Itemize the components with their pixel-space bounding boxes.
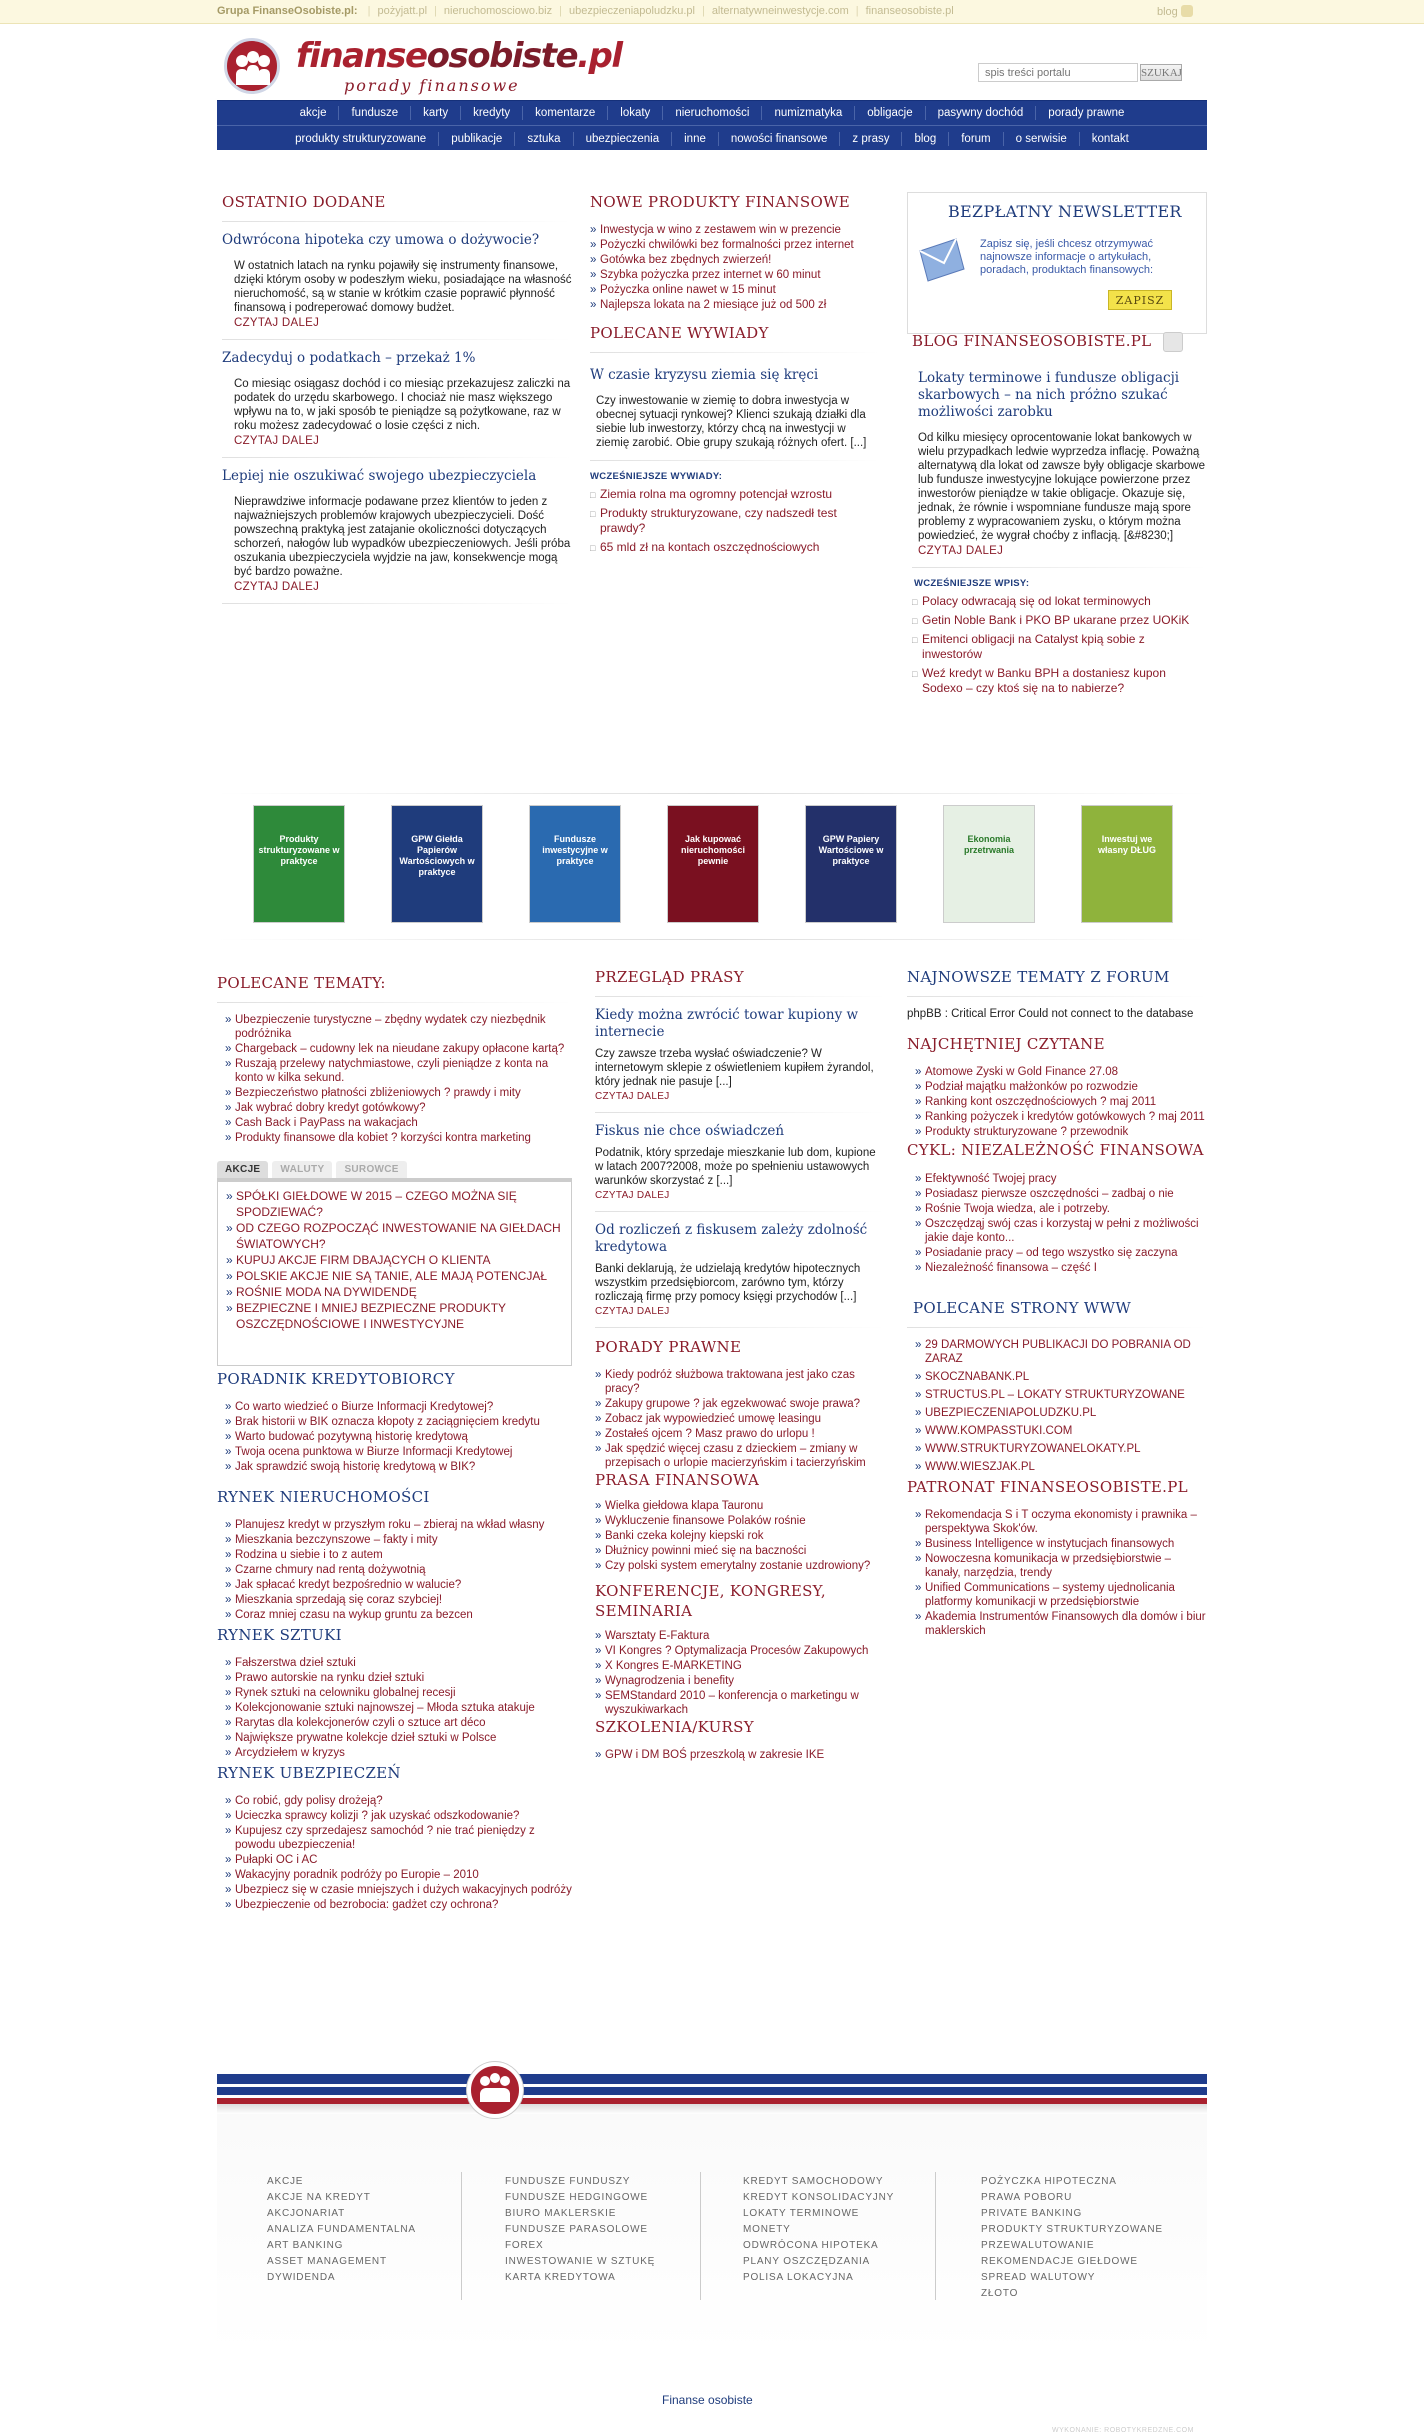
art-market-heading: RYNEK SZTUKI — [217, 1626, 342, 1644]
footer-link[interactable]: PLANY OSZCZĘDZANIA — [743, 2256, 871, 2267]
series-link[interactable]: » Oszczędząj swój czas i korzystaj w pełni z możliwości jakie daje konto... — [915, 1217, 1207, 1245]
footer-link[interactable]: BIURO MAKLERSKIE — [505, 2208, 617, 2219]
topics-heading: POLECANE TEMATY: — [217, 974, 386, 992]
book-title: Inwestuj we własny DŁUG — [1097, 834, 1156, 855]
footer-link[interactable]: INWESTOWANIE W SZTUKĘ — [505, 2256, 656, 2267]
copyright: Finanse osobiste — [662, 2393, 753, 2407]
book-cover[interactable] — [253, 805, 345, 923]
footer-logo-icon — [467, 2062, 523, 2118]
credit-guide-link[interactable]: » Co warto wiedzieć o Biurze Informacji Kredytowej? — [225, 1400, 572, 1414]
footer-link[interactable]: AKCJONARIAT — [267, 2208, 346, 2219]
footer-link[interactable]: ODWRÓCONA HIPOTEKA — [743, 2240, 879, 2251]
topics-list — [217, 1013, 572, 1145]
footer-link[interactable]: ZŁOTO — [981, 2288, 1019, 2299]
divider — [222, 221, 572, 222]
nav-item[interactable]: blog — [902, 132, 949, 146]
website-link[interactable]: » UBEZPIECZENIAPOLUDZKU.PL — [915, 1406, 1207, 1420]
insurance-link[interactable]: » Pułapki OC i AC — [225, 1853, 572, 1867]
article-title[interactable]: Lepiej nie oszukiwać swojego ubezpieczyciela — [222, 468, 537, 484]
footer-column-4 — [981, 2174, 1163, 2302]
lower-right-column — [907, 968, 1207, 1639]
divider — [590, 352, 880, 353]
book-title: GPW Giełda Papierów Wartościowych w praktyce — [399, 834, 475, 877]
series-link[interactable]: » Rośnie Twoja wiedza, ale i potrzeby. — [915, 1202, 1207, 1216]
footer-link[interactable]: PRIVATE BANKING — [981, 2208, 1083, 2219]
product-link[interactable]: » Gotówka bez zbędnych zwierzeń! — [590, 253, 880, 267]
most-read-link[interactable]: » Atomowe Zyski w Gold Finance 27.08 — [915, 1065, 1207, 1079]
art-market-list — [217, 1656, 572, 1760]
nav-item[interactable]: publikacje — [439, 132, 515, 146]
art-market-link[interactable]: » Rynek sztuki na celowniku globalnej recesji — [225, 1686, 572, 1700]
book-cover[interactable] — [391, 805, 483, 923]
recent-articles — [222, 232, 572, 604]
series-link[interactable]: » Posiadasz pierwsze oszczędności – zadbaj o nie — [915, 1187, 1207, 1201]
series-heading: CYKL: NIEZALEŻNOŚĆ FINANSOWA — [907, 1141, 1204, 1159]
blog-post-link[interactable]: □ Emitenci obligacji na Catalyst kpią sobie z inwestorów — [912, 632, 1207, 662]
separator: | — [701, 5, 705, 17]
most-read-link[interactable]: » Podział majątku małżonków po rozwodzie — [915, 1080, 1207, 1094]
credit-guide-link[interactable]: » Warto budować pozytywną historię kredytową — [225, 1430, 572, 1444]
footer-link[interactable]: LOKATY TERMINOWE — [743, 2208, 860, 2219]
market-tab[interactable]: AKCJE — [217, 1161, 268, 1178]
group-site-link[interactable]: alternatywneinwestycje.com — [711, 5, 849, 17]
logo-people-icon — [224, 38, 280, 94]
footer-link[interactable]: AKCJE NA KREDYT — [267, 2192, 371, 2203]
nav-item[interactable]: o serwisie — [1004, 132, 1080, 146]
conference-link[interactable]: » SEMStandard 2010 – konferencja o marketingu w wyszukiwarkach — [595, 1689, 885, 1717]
finance-press-heading: PRASA FINANSOWA — [595, 1471, 760, 1489]
search-button[interactable]: SZUKAJ — [1140, 64, 1182, 81]
legal-list — [595, 1368, 885, 1470]
article-title[interactable]: Fiskus nie chce oświadczeń — [595, 1123, 785, 1139]
real-estate-link[interactable]: » Planujesz kredyt w przyszłym roku – zbieraj na wkład własny — [225, 1518, 572, 1532]
separator: | — [434, 5, 437, 17]
real-estate-link[interactable]: » Rodzina u siebie i to z autem — [225, 1548, 572, 1562]
article-title[interactable]: Od rozliczeń z fiskusem zależy zdolność kredytowa — [595, 1222, 868, 1255]
blog-post-link[interactable]: □ Weź kredyt w Banku BPH a dostaniesz kupon Sodexo – czy ktoś się na to nabierze? — [912, 666, 1207, 696]
art-market-link[interactable]: » Arcydziełem w kryzys — [225, 1746, 572, 1760]
footer-link[interactable]: KREDYT SAMOCHODOWY — [743, 2176, 884, 2187]
footer-link[interactable]: MONETY — [743, 2224, 791, 2235]
press-heading: PRZEGLĄD PRASY — [595, 968, 744, 986]
finance-press-link[interactable]: » Wykluczenie finansowe Polaków rośnie — [595, 1514, 885, 1528]
topic-link[interactable]: » Chargeback – cudowny lek na nieudane zakupy opłacone kartą? — [225, 1042, 572, 1056]
topic-link[interactable]: » Ruszają przelewy natychmiastowe, czyli pieniądze z konta na konto w kilka sekund. — [225, 1057, 572, 1085]
real-estate-link[interactable]: » Coraz mniej czasu na wykup gruntu za bezcen — [225, 1608, 572, 1622]
divider — [217, 1002, 572, 1003]
websites-heading: POLECANE STRONY WWW — [913, 1299, 1132, 1317]
credit-guide-heading: PORADNIK KREDYTOBIORCY — [217, 1370, 455, 1388]
market-tab[interactable]: WALUTY — [272, 1161, 332, 1178]
rss-icon — [1181, 5, 1193, 17]
new-products-heading: NOWE PRODUKTY FINANSOWE — [590, 193, 851, 211]
finance-press-link[interactable]: » Czy polski system emerytalny zostanie uzdrowiony? — [595, 1559, 885, 1573]
divider — [595, 996, 885, 997]
book-title: Fundusze inwestycyjne w praktyce — [542, 834, 608, 866]
most-read-link[interactable]: » Produkty strukturyzowane ? przewodnik — [915, 1125, 1207, 1139]
search-input[interactable] — [978, 63, 1138, 82]
patronage-link[interactable]: » Akademia Instrumentów Finansowych dla domów i biur maklerskich — [915, 1610, 1207, 1638]
divider — [907, 996, 1207, 997]
blog-post-link[interactable]: □ Getin Noble Bank i PKO BP ukarane przez UOKiK — [912, 613, 1207, 628]
legal-heading: PORADY PRAWNE — [595, 1338, 742, 1356]
separator: | — [855, 5, 859, 17]
subscribe-button[interactable]: ZAPISZ — [1108, 290, 1172, 310]
course-link[interactable]: » GPW i DM BOŚ przeszkolą w zakresie IKE — [595, 1748, 885, 1762]
footer-link[interactable]: PRZEWALUTOWANIE — [981, 2240, 1095, 2251]
real-estate-link[interactable]: » Mieszkania bezczynszowe – fakty i mity — [225, 1533, 572, 1547]
topic-link[interactable]: » Ubezpieczenie turystyczne – zbędny wydatek czy niezbędnik podróżnika — [225, 1013, 572, 1041]
market-tab-content — [217, 1178, 572, 1366]
read-more-link[interactable]: CZYTAJ DALEJ — [234, 581, 320, 593]
read-more-link[interactable]: CZYTAJ DALEJ — [234, 435, 320, 447]
group-site-link[interactable]: finanseosobiste.pl — [865, 5, 954, 17]
finance-press-link[interactable]: » Wielka giełdowa klapa Tauronu — [595, 1499, 885, 1513]
blog-rss-icon[interactable] — [1163, 332, 1183, 352]
footer-link[interactable]: POLISA LOKACYJNA — [743, 2272, 854, 2283]
footer-link[interactable]: ASSET MANAGEMENT — [267, 2256, 387, 2267]
patronage-link[interactable]: » Rekomendacja S i T oczyma ekonomisty i prawnika – perspektywa Skok'ów. — [915, 1508, 1207, 1536]
patronage-link[interactable]: » Nowoczesna komunikacja w przedsiębiorstwie – kanały, narzędzia, trendy — [915, 1552, 1207, 1580]
nav-item[interactable]: z prasy — [840, 132, 902, 146]
blog-post-body: Od kilku miesięcy oprocentowanie lokat bankowych w wielu przypadkach ledwie wyprzedza inflację. Poważną alternatywą dla lokat od zawsze były obligacje skarbowe lub fundusze inwestycyjne lokujące powierzone przez inwestorów pieniądze w takie obligacje. Okazuje się, jednak, że równie i wspomniane fundusze mają spore problemy z wypracowaniem zysku, o którym można powiedzieć, że wygrał choćby z inflacją. [&#8230;] — [918, 432, 1206, 542]
books-strip — [217, 793, 1207, 943]
topic-link[interactable]: » Bezpieczeństwo płatności zbliżeniowych ? prawdy i mity — [225, 1086, 572, 1100]
nav-item[interactable]: pasywny dochód — [926, 106, 1037, 120]
real-estate-list — [217, 1518, 572, 1622]
footer-link[interactable]: FUNDUSZE FUNDUSZY — [505, 2176, 631, 2187]
main-navigation — [217, 100, 1207, 150]
market-article-link[interactable]: » ROŚNIE MODA NA DYWIDENDĘ — [226, 1284, 563, 1300]
art-market-link[interactable]: » Kolekcjonowanie sztuki najnowszej – Młoda sztuka atakuje — [225, 1701, 572, 1715]
product-link[interactable]: » Najlepsza lokata na 2 miesiące już od 500 zł — [590, 298, 880, 312]
footer-link[interactable]: POŻYCZKA HIPOTECZNA — [981, 2176, 1117, 2187]
nav-item[interactable]: kredyty — [461, 106, 523, 120]
footer-link[interactable]: PRAWA POBORU — [981, 2192, 1073, 2203]
art-market-link[interactable]: » Rarytas dla kolekcjonerów czyli o sztuce art déco — [225, 1716, 572, 1730]
footer-link[interactable]: AKCJE — [267, 2176, 304, 2187]
interviews-heading: POLECANE WYWIADY — [590, 324, 769, 342]
product-link[interactable]: » Pożyczki chwilówki bez formalności przez internet — [590, 238, 880, 252]
divider — [222, 339, 572, 340]
divider — [907, 1327, 1207, 1328]
legal-link[interactable]: » Kiedy podróż służbowa traktowana jest jako czas pracy? — [595, 1368, 885, 1396]
book-title: Ekonomia przetrwania — [963, 834, 1014, 855]
book-cover[interactable] — [529, 805, 621, 923]
legal-link[interactable]: » Jak spędzić więcej czasu z dzieckiem – zmiany w przepisach o urlopie macierzyńskim i tacierzyńskim — [595, 1442, 885, 1470]
logo-part3: .pl — [577, 36, 622, 76]
separator: | — [367, 5, 371, 17]
most-read-link[interactable]: » Ranking pożyczek i kredytów gotówkowych ? maj 2011 — [915, 1110, 1207, 1124]
nav-item[interactable]: karty — [411, 106, 461, 120]
series-link[interactable]: » Niezależność finansowa – część I — [915, 1261, 1207, 1275]
forum-error-text: phpBB : Critical Error Could not connect to the database — [907, 1008, 1194, 1020]
website-link[interactable]: » WWW.STRUKTURYZOWANELOKATY.PL — [915, 1442, 1207, 1456]
blog-post-title[interactable]: Lokaty terminowe i fundusze obligacji skarbowych – na nich próżno szukać możliwości zarobku — [918, 370, 1180, 420]
nav-item[interactable]: sztuka — [515, 132, 573, 146]
search-form — [978, 63, 1182, 82]
group-label: Grupa FinanseOsobiste.pl: — [217, 5, 358, 17]
read-more-link[interactable]: CZYTAJ DALEJ — [595, 1091, 670, 1102]
patronage-link[interactable]: » Unified Communications – systemy ujednolicania platformy komunikacji w przedsiębiorstwie — [915, 1581, 1207, 1609]
interview-link[interactable]: □ Produkty strukturyzowane, czy nadszedł test prawdy? — [590, 506, 880, 536]
art-market-link[interactable]: » Największe prywatne kolekcje dzieł sztuki w Polsce — [225, 1731, 572, 1745]
insurance-heading: RYNEK UBEZPIECZEŃ — [217, 1764, 401, 1782]
credit-guide-link[interactable]: » Twoja ocena punktowa w Biurze Informacji Kredytowej — [225, 1445, 572, 1459]
footer-link[interactable]: FOREX — [505, 2240, 544, 2251]
footer-divider — [461, 2172, 462, 2300]
insurance-link[interactable]: » Ucieczka sprawcy kolizji ? jak uzyskać odszkodowanie? — [225, 1809, 572, 1823]
footer-link[interactable]: REKOMENDACJE GIEŁDOWE — [981, 2256, 1138, 2267]
courses-heading: SZKOLENIA/KURSY — [595, 1718, 754, 1736]
article-summary: W ostatnich latach na rynku pojawiły się instrumenty finansowe, dzięki którym osoby w podeszłym wieku, posiadające na własność nieruchomość, są w stanie w krótkim czasie poprawić płynność finansową i podreperować domowy budżet. — [234, 260, 572, 314]
patronage-link[interactable]: » Business Intelligence w instytucjach finansowych — [915, 1537, 1207, 1551]
nav-item[interactable]: produkty strukturyzowane — [283, 132, 439, 146]
product-link[interactable]: » Szybka pożyczka przez internet w 60 minut — [590, 268, 880, 282]
website-link[interactable]: » WWW.KOMPASSTUKI.COM — [915, 1424, 1207, 1438]
product-link[interactable]: » Pożyczka online nawet w 15 minut — [590, 283, 880, 297]
new-products-section — [590, 193, 880, 559]
finance-press-link[interactable]: » Dłużnicy powinni mieć się na baczności — [595, 1544, 885, 1558]
divider — [222, 457, 572, 458]
real-estate-heading: RYNEK NIERUCHOMOŚCI — [217, 1488, 430, 1506]
blog-heading: BLOG FINANSEOSOBISTE.PL — [912, 332, 1152, 350]
market-tabs — [217, 1161, 572, 1178]
earlier-posts-list — [912, 594, 1207, 696]
footer-link[interactable]: ANALIZA FUNDAMENTALNA — [267, 2224, 416, 2235]
nav-item[interactable]: nieruchomości — [663, 106, 762, 120]
credit-guide-list — [217, 1400, 572, 1474]
article-title[interactable]: Odwrócona hipoteka czy umowa o dożywocie? — [222, 232, 540, 248]
divider — [590, 460, 880, 461]
newsletter-box — [907, 192, 1207, 334]
finance-press-list — [595, 1499, 885, 1573]
insurance-link[interactable]: » Kupujesz czy sprzedajesz samochód ? nie trać pieniędzy z powodu ubezpieczenia! — [225, 1824, 572, 1852]
nav-item[interactable]: porady prawne — [1048, 107, 1125, 119]
courses-list — [595, 1748, 885, 1762]
interview-body: Czy inwestowanie w ziemię to dobra inwestycja w obecnej sytuacji rynkowej? Klienci szukają działki dla siebie lub inwestorzy, którzy chcą na inwestycji w ziemię zarobić. Obie grupy szukają różnych ofert. [...] — [596, 395, 867, 449]
most-read-list — [907, 1065, 1207, 1139]
footer-link[interactable]: PRODUKTY STRUKTURYZOWANE — [981, 2224, 1163, 2235]
topic-link[interactable]: » Produkty finansowe dla kobiet ? korzyści kontra marketing — [225, 1131, 572, 1145]
top-blog-label: blog — [1157, 6, 1178, 18]
site-credit[interactable]: WYKONANIE: ROBOTYKREDZNE.COM — [1052, 2427, 1194, 2434]
conference-link[interactable]: » VI Kongres ? Optymalizacja Procesów Zakupowych — [595, 1644, 885, 1658]
footer-divider — [700, 2172, 701, 2300]
book-cover[interactable] — [943, 805, 1035, 923]
insurance-list — [217, 1794, 572, 1912]
nav-item[interactable]: kontakt — [1091, 132, 1129, 145]
article-title[interactable]: Zadecyduj o podatkach – przekaż 1% — [222, 350, 476, 366]
nav-item[interactable]: inne — [672, 132, 719, 146]
conference-link[interactable]: » Wynagrodzenia i benefity — [595, 1674, 885, 1688]
divider — [217, 793, 1207, 794]
footer-column-1 — [267, 2174, 416, 2286]
topic-link[interactable]: » Jak wybrać dobry kredyt gotówkowy? — [225, 1101, 572, 1115]
article-title[interactable]: Kiedy można zwrócić towar kupiony w internecie — [595, 1007, 859, 1040]
recent-section — [222, 193, 572, 614]
insurance-link[interactable]: » Ubezpiecz się w czasie mniejszych i dużych wakacyjnych podróży — [225, 1883, 572, 1897]
market-article-link[interactable]: » BEZPIECZNE I MNIEJ BEZPIECZNE PRODUKTY OSZCZĘDNOŚCIOWE I INWESTYCYJNE — [226, 1300, 563, 1332]
insurance-link[interactable]: » Ubezpieczenie od bezrobocia: gadżet czy ochrona? — [225, 1898, 572, 1912]
series-link[interactable]: » Efektywność Twojej pracy — [915, 1172, 1207, 1186]
footer-divider — [935, 2172, 936, 2300]
patronage-heading: PATRONAT FINANSEOSOBISTE.PL — [907, 1478, 1188, 1496]
finance-press-link[interactable]: » Banki czeka kolejny kiepski rok — [595, 1529, 885, 1543]
most-read-heading: NAJCHĘTNIEJ CZYTANE — [907, 1035, 1105, 1053]
market-article-link[interactable]: » KUPUJ AKCJE FIRM DBAJĄCYCH O KLIENTA — [226, 1252, 563, 1268]
interview-link[interactable]: □ 65 mld zł na kontach oszczędnościowych — [590, 540, 880, 555]
interview-title[interactable]: W czasie kryzysu ziemia się kręci — [590, 367, 819, 383]
nav-row-1 — [217, 101, 1207, 126]
separator: | — [559, 5, 562, 17]
insurance-link[interactable]: » Co robić, gdy polisy drożeją? — [225, 1794, 572, 1808]
article-summary: Nieprawdziwe informacje podawane przez klientów to jeden z najważniejszych problemów krajowych ubezpieczycieli. Dość powszechną praktyką jest zatajanie okoliczności dotyczących schorzeń, nałogów lub wypadków ubezpieczeniowych. Jeśli próba oszukania ubezpieczyciela wyjdzie na jaw, konsekwencje mogą być bardzo poważne. — [234, 496, 571, 578]
divider — [912, 567, 1207, 568]
conference-link[interactable]: » Warsztaty E-Faktura — [595, 1629, 885, 1643]
divider — [595, 1327, 885, 1328]
nav-item[interactable]: nowości finansowe — [719, 132, 841, 146]
market-tab[interactable]: SUROWCE — [336, 1161, 406, 1178]
legal-link[interactable]: » Zostałeś ojcem ? Masz prawo do urlopu ! — [595, 1427, 885, 1441]
real-estate-link[interactable]: » Czarne chmury nad rentą dożywotnią — [225, 1563, 572, 1577]
article-summary: Czy zawsze trzeba wysłać oświadczenie? W internetowym sklepie z oświetleniem kupiłem żyrandol, który jednak nie pasuje [...] — [595, 1048, 874, 1088]
real-estate-link[interactable]: » Jak spłacać kredyt bezpośrednio w walucie? — [225, 1578, 572, 1592]
lower-middle-column — [595, 968, 885, 1763]
logo-part1: finanse — [296, 36, 427, 76]
website-link[interactable]: » 29 DARMOWYCH PUBLIKACJI DO POBRANIA OD ZARAZ — [915, 1338, 1207, 1366]
conferences-list — [595, 1629, 885, 1717]
conferences-heading: KONFERENCJE, KONGRESY, SEMINARIA — [595, 1582, 826, 1620]
most-read-link[interactable]: » Ranking kont oszczędnościowych ? maj 2011 — [915, 1095, 1207, 1109]
group-site-link[interactable]: nieruchomosciowo.biz — [443, 5, 553, 17]
websites-list — [907, 1338, 1207, 1474]
website-link[interactable]: » STRUCTUS.PL – LOKATY STRUKTURYZOWANE — [915, 1388, 1207, 1402]
logo-wordmark — [296, 36, 622, 76]
earlier-posts-label: WCZEŚNIEJSZE WPISY: — [914, 578, 1030, 589]
footer-link[interactable]: KARTA KREDYTOWA — [505, 2272, 616, 2283]
footer-stripes — [217, 2074, 1207, 2114]
nav-item[interactable]: forum — [949, 132, 1003, 146]
lower-left-column — [217, 974, 572, 1913]
footer-column-2 — [505, 2174, 655, 2286]
footer-link[interactable]: FUNDUSZE HEDGINGOWE — [505, 2192, 648, 2203]
book-cover[interactable] — [805, 805, 897, 923]
article-summary: Podatnik, który sprzedaje mieszkanie lub dom, kupione w latach 2007?2008, może po spełnieniu ustawowych warunków skorzystać z [...] — [595, 1147, 876, 1187]
market-article-link[interactable]: » SPÓŁKI GIEŁDOWE W 2015 – CZEGO MOŻNA SIĘ SPODZIEWAĆ? — [226, 1188, 563, 1220]
top-blog-link[interactable] — [1157, 5, 1193, 18]
nav-row-2 — [217, 126, 1207, 151]
blog-read-more[interactable]: CZYTAJ DALEJ — [918, 545, 1004, 557]
book-title: GPW Papiery Wartościowe w praktyce — [818, 834, 884, 866]
conference-link[interactable]: » X Kongres E-MARKETING — [595, 1659, 885, 1673]
divider — [595, 1112, 885, 1113]
envelope-icon — [916, 233, 968, 285]
credit-guide-link[interactable]: » Brak historii w BIK oznacza kłopoty z zaciągnięciem kredytu — [225, 1415, 572, 1429]
footer-link[interactable]: KREDYT KONSOLIDACYJNY — [743, 2192, 895, 2203]
group-links — [217, 5, 954, 17]
nav-item[interactable]: obligacje — [855, 106, 925, 120]
nav-item[interactable]: lokaty — [608, 106, 663, 120]
footer-link[interactable]: SPREAD WALUTOWY — [981, 2272, 1096, 2283]
divider — [222, 603, 572, 604]
art-market-link[interactable]: » Fałszerstwa dzieł sztuki — [225, 1656, 572, 1670]
logo-tagline: porady finansowe — [344, 76, 520, 95]
logo-part2: osobiste — [426, 36, 578, 76]
forum-heading: NAJNOWSZE TEMATY Z FORUM — [907, 968, 1170, 986]
nav-item[interactable]: akcje — [288, 106, 340, 120]
nav-item[interactable]: fundusze — [339, 106, 411, 120]
article-summary: Co miesiąc osiągasz dochód i co miesiąc przekazujesz zaliczki na podatek do urzędu skarbowego. I chociaż nie masz większego wpływu na to, w jaki sposób te pieniądze są pożytkowane, raz w roku możesz zadecydować o losie części z nich. — [234, 378, 571, 432]
blog-section — [912, 332, 1207, 700]
footer-link[interactable]: ART BANKING — [267, 2240, 344, 2251]
newsletter-heading: BEZPŁATNY NEWSLETTER — [948, 202, 1182, 221]
real-estate-link[interactable]: » Mieszkania sprzedają się coraz szybciej! — [225, 1593, 572, 1607]
market-article-link[interactable]: » POLSKIE AKCJE NIE SĄ TANIE, ALE MAJĄ POTENCJAŁ — [226, 1268, 563, 1284]
art-market-link[interactable]: » Prawo autorskie na rynku dzieł sztuki — [225, 1671, 572, 1685]
series-link[interactable]: » Posiadanie pracy – od tego wszystko się zaczyna — [915, 1246, 1207, 1260]
new-products-list — [590, 223, 880, 312]
divider — [217, 939, 1207, 940]
book-title: Jak kupować nieruchomości pewnie — [680, 834, 745, 866]
book-cover[interactable] — [1081, 805, 1173, 923]
legal-link[interactable]: » Zobacz jak wypowiedzieć umowę leasingu — [595, 1412, 885, 1426]
credit-guide-link[interactable]: » Jak sprawdzić swoją historię kredytową w BIK? — [225, 1460, 572, 1474]
footer-column-3 — [743, 2174, 894, 2286]
press-articles — [595, 1007, 885, 1328]
legal-link[interactable]: » Zakupy grupowe ? jak egzekwować swoje prawa? — [595, 1397, 885, 1411]
interview-link[interactable]: □ Ziemia rolna ma ogromny potencjał wzrostu — [590, 487, 880, 502]
read-more-link[interactable]: CZYTAJ DALEJ — [595, 1306, 670, 1317]
patronage-list — [907, 1508, 1207, 1638]
footer-link[interactable]: DYWIDENDA — [267, 2272, 336, 2283]
nav-item[interactable]: komentarze — [523, 106, 608, 120]
book-cover[interactable] — [667, 805, 759, 923]
market-article-link[interactable]: » OD CZEGO ROZPOCZĄĆ INWESTOWANIE NA GIEŁDACH ŚWIATOWYCH? — [226, 1220, 563, 1252]
topic-link[interactable]: » Cash Back i PayPass na wakacjach — [225, 1116, 572, 1130]
group-site-link[interactable]: ubezpieczeniapoludzku.pl — [568, 5, 695, 17]
book-title: Produkty strukturyzowane w praktyce — [258, 834, 340, 866]
divider — [595, 1211, 885, 1212]
insurance-link[interactable]: » Wakacyjny poradnik podróży po Europie – 2010 — [225, 1868, 572, 1882]
group-site-link[interactable]: pożyjatt.pl — [377, 5, 428, 17]
blog-post-link[interactable]: □ Polacy odwracają się od lokat terminowych — [912, 594, 1207, 609]
article-summary: Banki deklarują, że udzielają kredytów hipotecznych wszystkim przedsiębiorcom, zarówno tym, którzy rozliczają firmę przy pomocy księgi przychodów [...] — [595, 1263, 861, 1303]
footer-link[interactable]: FUNDUSZE PARASOLOWE — [505, 2224, 648, 2235]
read-more-link[interactable]: CZYTAJ DALEJ — [234, 317, 320, 329]
recent-heading: OSTATNIO DODANE — [222, 193, 386, 211]
newsletter-text: Zapisz się, jeśli chcesz otrzymywać najnowsze informacje o artykułach, poradach, produktach finansowych: — [980, 238, 1154, 276]
blog-header — [912, 332, 1207, 350]
group-bar — [0, 0, 1424, 24]
nav-item[interactable]: numizmatyka — [762, 106, 855, 120]
earlier-interviews-list — [590, 487, 880, 555]
read-more-link[interactable]: CZYTAJ DALEJ — [595, 1190, 670, 1201]
website-link[interactable]: » WWW.WIESZJAK.PL — [915, 1460, 1207, 1474]
website-link[interactable]: » SKOCZNABANK.PL — [915, 1370, 1207, 1384]
series-list — [907, 1172, 1207, 1275]
nav-item[interactable]: ubezpieczenia — [574, 132, 673, 146]
earlier-interviews-label: WCZEŚNIEJSZE WYWIADY: — [590, 471, 723, 482]
product-link[interactable]: » Inwestycja w wino z zestawem win w prezencie — [590, 223, 880, 237]
